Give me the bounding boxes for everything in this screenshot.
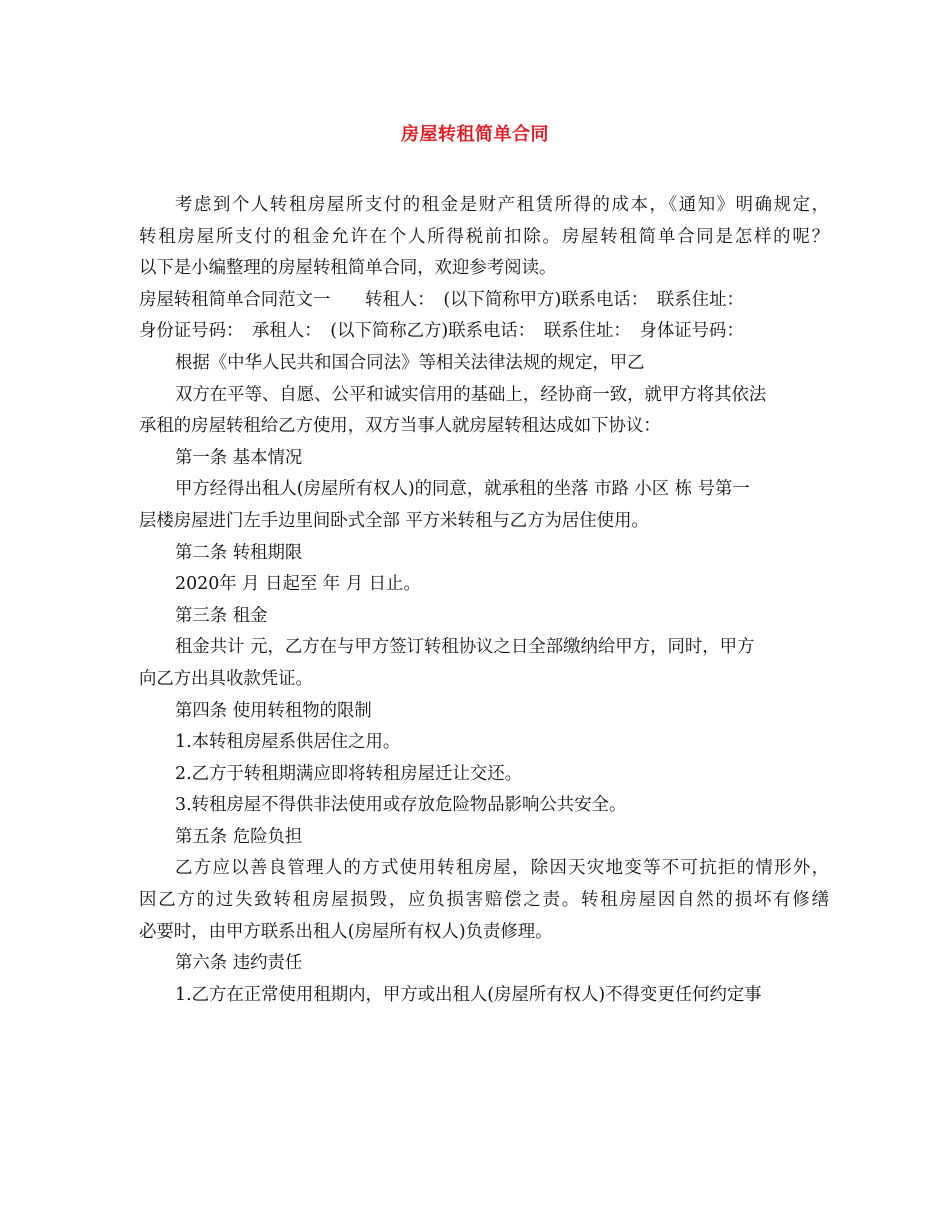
paragraph-line: 房屋转租简单合同范文一 转租人： (以下简称甲方)联系电话： 联系住址： bbox=[139, 289, 744, 310]
paragraph-line: 层楼房屋进门左手边里间卧式全部 平方米转租与乙方为居住使用。 bbox=[139, 510, 649, 531]
list-item: 2.乙方于转租期满应即将转租房屋迁让交还。 bbox=[175, 763, 523, 784]
paragraph-line: 根据《中华人民共和国合同法》等相关法律法规的规定，甲乙 bbox=[175, 352, 645, 373]
paragraph-line: 向乙方出具收款凭证。 bbox=[139, 668, 313, 689]
list-item: 1.本转租房屋系供居住之用。 bbox=[175, 732, 401, 753]
section-heading: 第二条 转租期限 bbox=[175, 542, 303, 563]
section-heading: 第三条 租金 bbox=[175, 605, 268, 626]
paragraph-line: 2020年 月 日起至 年 月 日止。 bbox=[175, 574, 421, 595]
list-item: 3.转租房屋不得供非法使用或存放危险物品影响公共安全。 bbox=[175, 795, 627, 816]
paragraph-line: 以下是小编整理的房屋转租简单合同，欢迎参考阅读。 bbox=[139, 258, 557, 279]
document-title: 房屋转租简单合同 bbox=[401, 124, 549, 145]
paragraph-line: 租金共计 元，乙方在与甲方签订转租协议之日全部缴纳给甲方，同时，甲方 bbox=[175, 637, 755, 658]
paragraph-line: 考虑到个人转租房屋所支付的租金是财产租赁所得的成本，《通知》明确规定， bbox=[175, 195, 829, 215]
paragraph-line: 乙方应以善良管理人的方式使用转租房屋，除因天灾地变等不可抗拒的情形外， bbox=[175, 858, 829, 879]
paragraph-line: 甲方经得出租人(房屋所有权人)的同意，就承租的坐落 市路 小区 栋 号第一 bbox=[175, 479, 750, 500]
paragraph-line: 身份证号码： 承租人： (以下简称乙方)联系电话： 联系住址： 身体证号码： bbox=[139, 321, 744, 342]
section-heading: 第六条 违约责任 bbox=[175, 953, 303, 974]
paragraph-line: 双方在平等、自愿、公平和诚实信用的基础上，经协商一致，就甲方将其依法 bbox=[175, 384, 767, 405]
paragraph-line: 因乙方的过失致转租房屋损毁，应负损害赔偿之责。转租房屋因自然的损坏有修缮 bbox=[139, 890, 829, 911]
paragraph-line: 必要时，由甲方联系出租人(房屋所有权人)负责修理。 bbox=[139, 921, 553, 942]
section-heading: 第四条 使用转租物的限制 bbox=[175, 700, 372, 721]
section-heading: 第五条 危险负担 bbox=[175, 826, 303, 847]
document-body bbox=[139, 190, 829, 1011]
section-heading: 第一条 基本情况 bbox=[175, 447, 303, 468]
list-item: 1.乙方在正常使用租期内，甲方或出租人(房屋所有权人)不得变更任何约定事 bbox=[175, 984, 762, 1005]
paragraph-line: 转租房屋所支付的租金允许在个人所得税前扣除。房屋转租简单合同是怎样的呢？ bbox=[139, 226, 829, 247]
paragraph-line: 承租的房屋转租给乙方使用，双方当事人就房屋转租达成如下协议： bbox=[139, 416, 661, 437]
